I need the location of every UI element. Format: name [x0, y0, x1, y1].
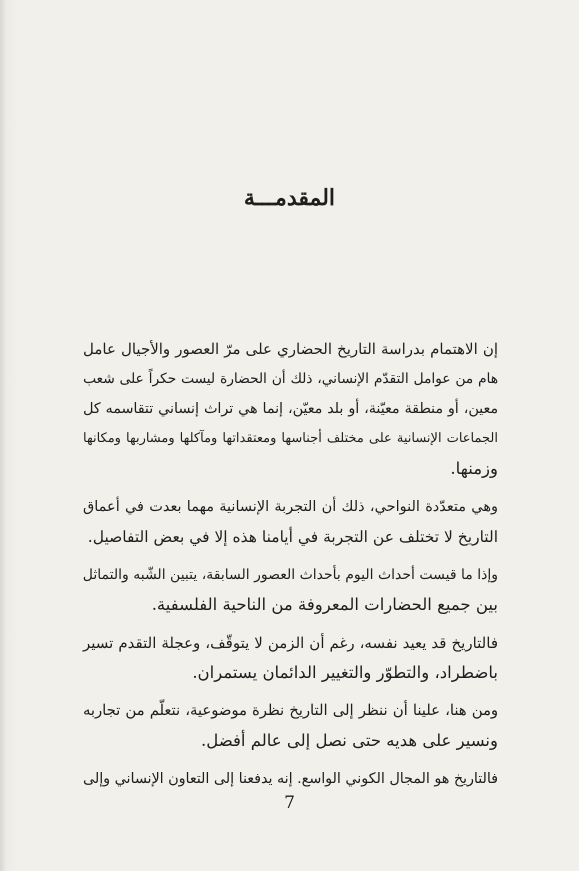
text-line: ونسير على هديه حتى نصل إلى عالم أفضل. — [200, 731, 498, 750]
paragraph — [83, 334, 498, 484]
text-line: إن الاهتمام بدراسة التاريخ الحضاري على مرّ العصور والأجيال عامل — [83, 340, 498, 358]
text-line: هام من عوامل التقدّم الإنساني، ذلك أن الحضارة ليست حكراً على شعب — [83, 371, 498, 387]
paragraph — [83, 492, 498, 552]
chapter-title: المقدمـــة — [243, 185, 336, 211]
body-text — [83, 334, 498, 794]
paragraph — [83, 560, 498, 620]
text-line: وإذا ما قيست أحداث اليوم بأحداث العصور السابقة، يتبين الشّبه والتماثل — [82, 567, 498, 583]
text-line: وزمنها. — [450, 459, 498, 478]
text-line: باضطراد، والتطوّر والتغيير الدائمان يستمران. — [192, 663, 498, 682]
paragraph — [83, 628, 498, 688]
text-line: وهي متعدّدة النواحي، ذلك أن التجربة الإنسانية مهما بعدت في أعماق — [83, 499, 498, 515]
text-line: فالتاريخ قد يعيد نفسه، رغم أن الزمن لا يتوقّف، وعجلة التقدم تسير — [83, 634, 498, 652]
text-line: بين جميع الحضارات المعروفة من الناحية الفلسفية. — [151, 595, 498, 614]
text-line: فالتاريخ هو المجال الكوني الواسع. إنه يدفعنا إلى التعاون الإنساني وإلى — [83, 771, 498, 787]
page-number: 7 — [284, 793, 295, 813]
text-line: التاريخ لا تختلف عن التجربة في أيامنا هذه إلا في بعض التفاصيل. — [87, 528, 498, 546]
paragraph — [83, 764, 498, 794]
text-line: معين، أو منطقة معيّنة، أو بلد معيّن، إنما هي تراث إنساني تتقاسمه كل — [83, 401, 498, 417]
paragraph — [83, 696, 498, 756]
text-line: ومن هنا، علينا أن ننظر إلى التاريخ نظرة موضوعية، نتعلّم من تجاربه — [83, 702, 498, 719]
text-line: الجماعات الإنسانية على مختلف أجناسها ومعتقداتها ومآكلها ومشاربها ومكانها — [83, 431, 498, 446]
